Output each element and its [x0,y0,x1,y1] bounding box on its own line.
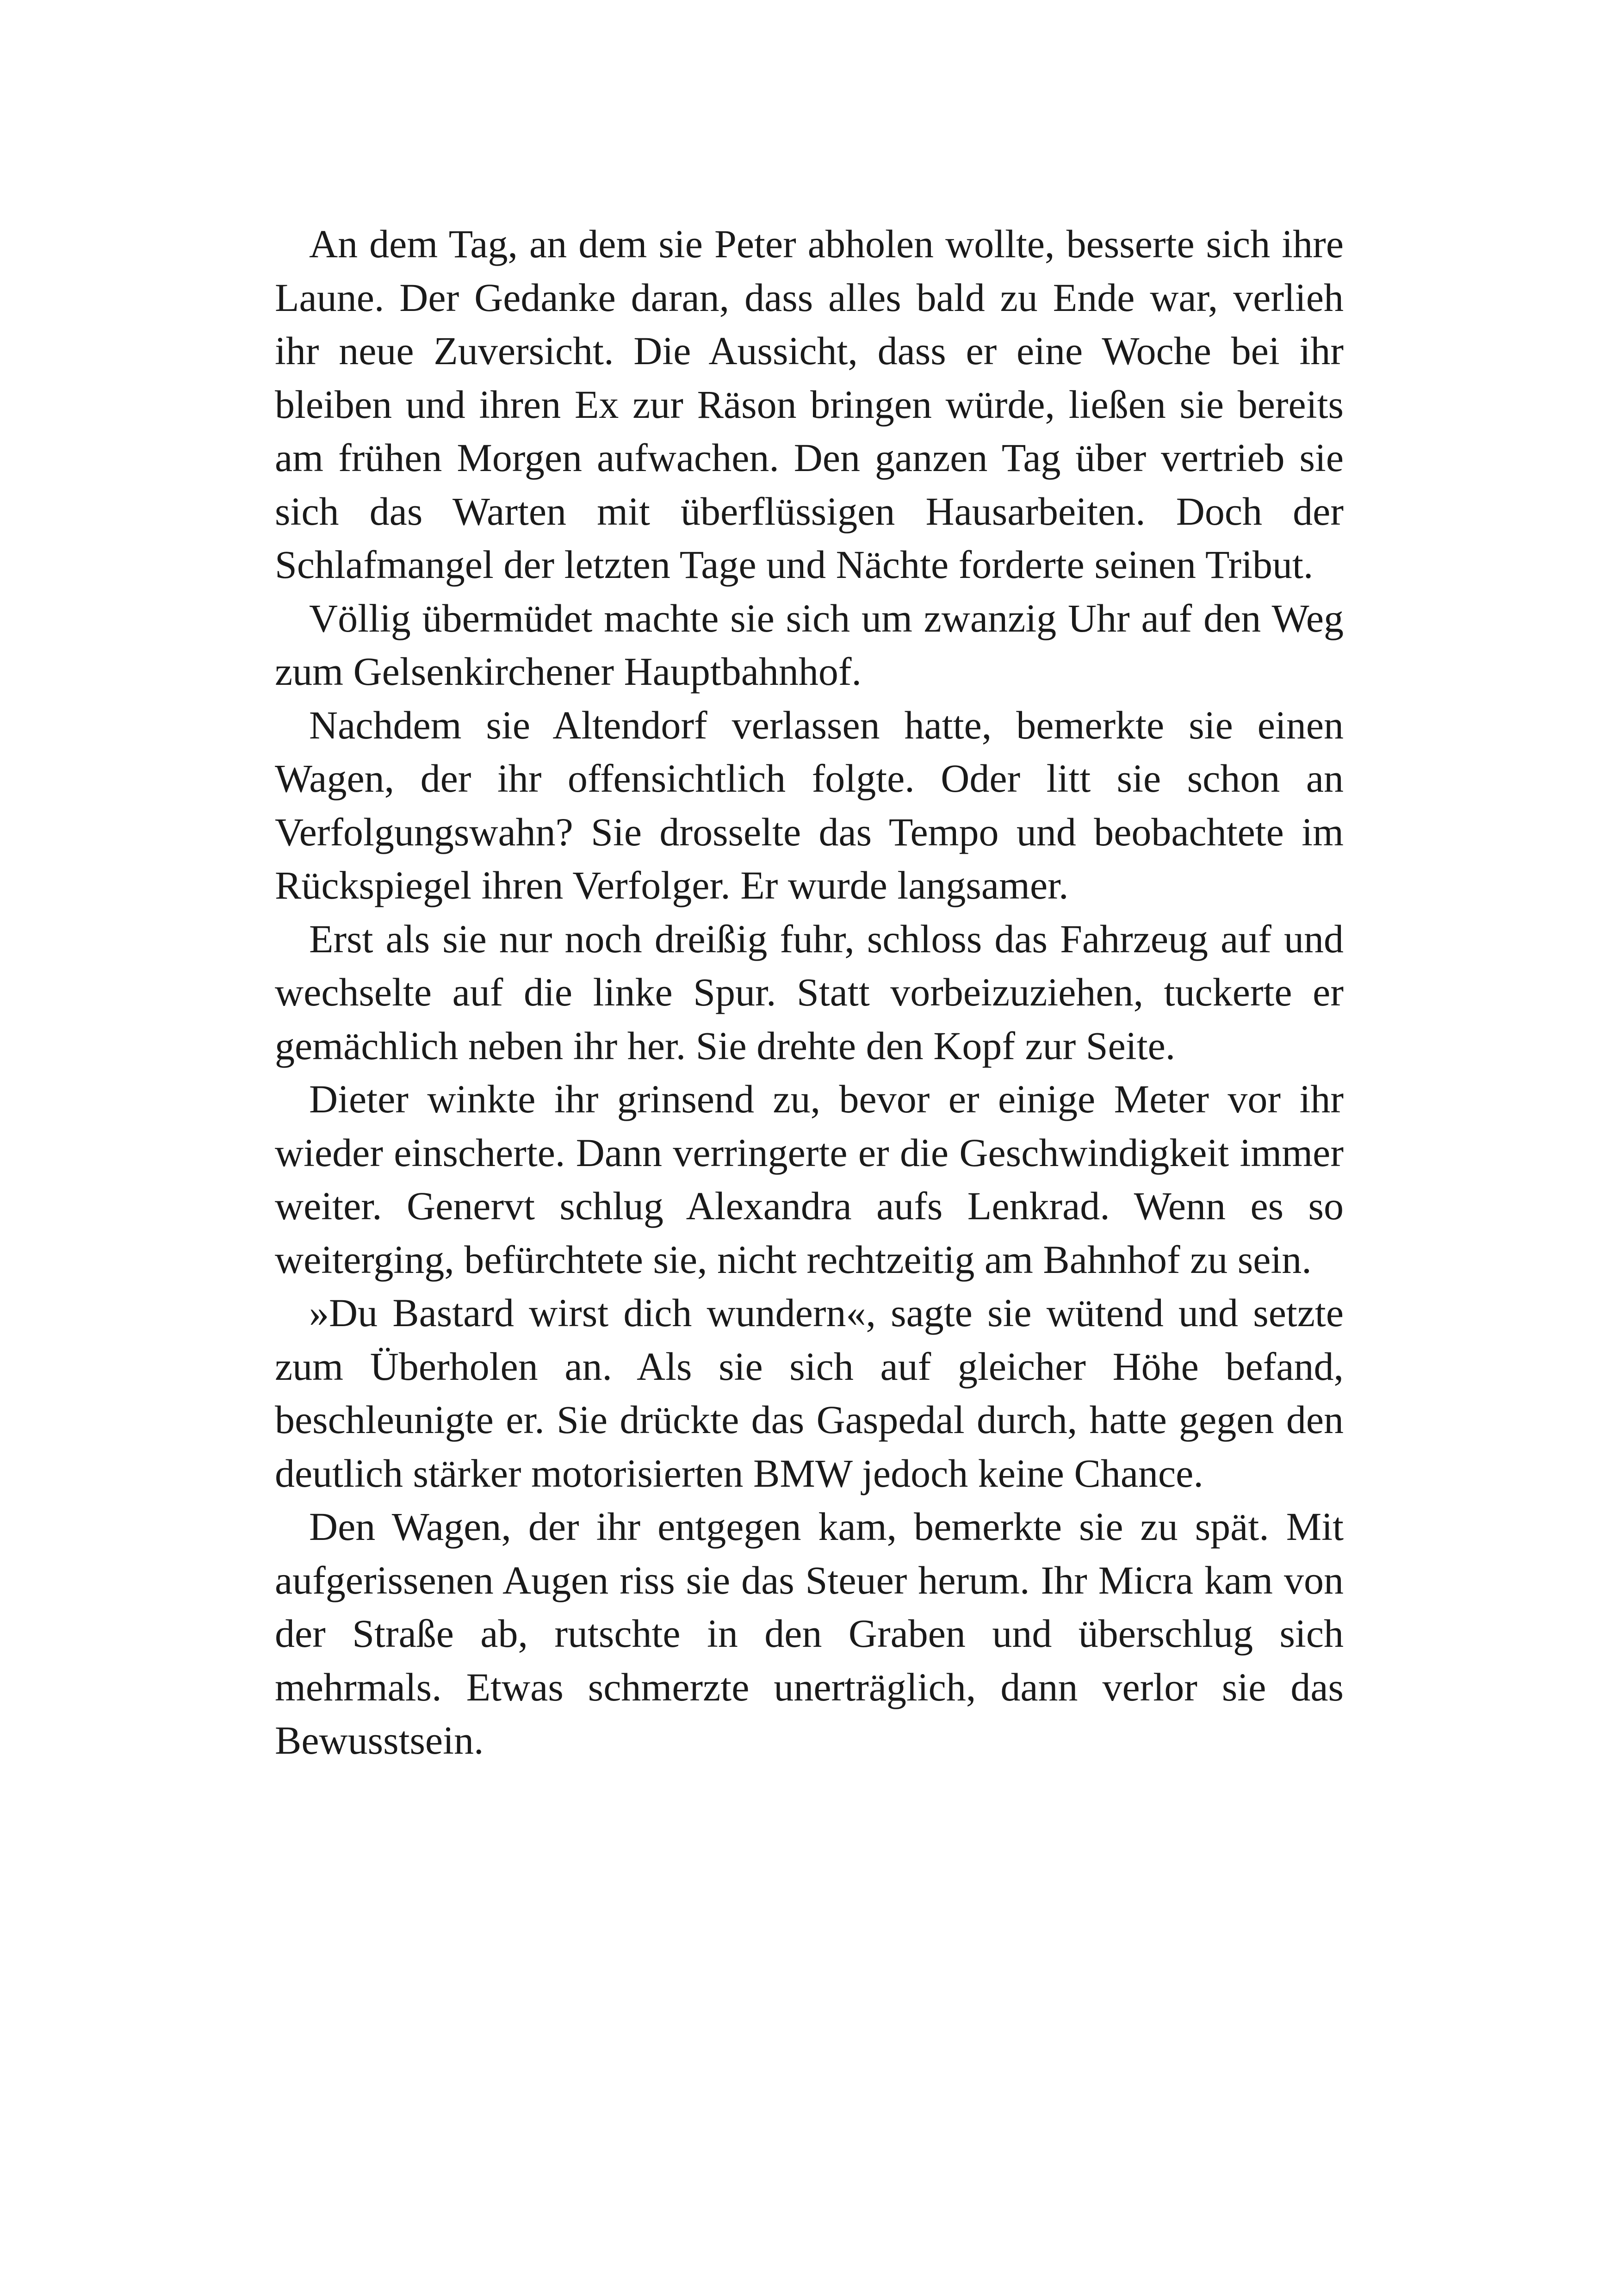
paragraph-4: Erst als sie nur noch dreißig fuhr, schloss das Fahrzeug auf und wechselte auf die linke Spur. Statt vorbeizuziehen, tuckerte er gemächlich neben ihr her. Sie drehte den Kopf zur Seite. [275,916,1344,1068]
paragraph-5: Dieter winkte ihr grinsend zu, bevor er einige Meter vor ihr wieder einscherte. Dann verringerte er die Geschwindigkeit immer weiter. Genervt schlug Alexandra aufs Lenkrad. Wenn es so weiterging, befürchtete sie, nicht rechtzeitig am Bahnhof zu sein. [275,1077,1344,1282]
paragraph-3: Nachdem sie Altendorf verlassen hatte, bemerkte sie einen Wagen, der ihr offensichtlich folgte. Oder litt sie schon an Verfolgungswahn? Sie drosselte das Tempo und beobachtete im Rückspiegel ihren Verfolger. Er wurde langsamer. [275,702,1344,907]
paragraph-6: »Du Bastard wirst dich wundern«, sagte sie wütend und setzte zum Überholen an. Als sie sich auf gleicher Höhe befand, beschleunigte er. Sie drückte das Gaspedal durch, hatte gegen den deutlich stärker motorisierten BMW jedoch keine Chance. [275,1291,1344,1496]
paragraph-1: An dem Tag, an dem sie Peter abholen wollte, besserte sich ihre Laune. Der Gedanke daran, dass alles bald zu Ende war, verlieh ihr neue Zuversicht. Die Aussicht, dass er eine Woche bei ihr bleiben und ihren Ex zur Räson bringen würde, ließen sie bereits am frühen Morgen aufwachen. Den ganzen Tag über vertrieb sie sich das Warten mit überflüssigen Hausarbeiten. Doch der Schlafmangel der letzten Tage und Nächte forderte seinen Tribut. [275,222,1344,587]
body-text [275,217,1344,1768]
paragraph-2: Völlig übermüdet machte sie sich um zwanzig Uhr auf den Weg zum Gelsenkirchener Hauptbahnhof. [275,596,1344,694]
paragraph-7: Den Wagen, der ihr entgegen kam, bemerkte sie zu spät. Mit aufgerissenen Augen riss sie das Steuer herum. Ihr Micra kam von der Straße ab, rutschte in den Graben und überschlug sich mehrmals. Etwas schmerzte unerträglich, dann verlor sie das Bewusstsein. [275,1504,1344,1762]
